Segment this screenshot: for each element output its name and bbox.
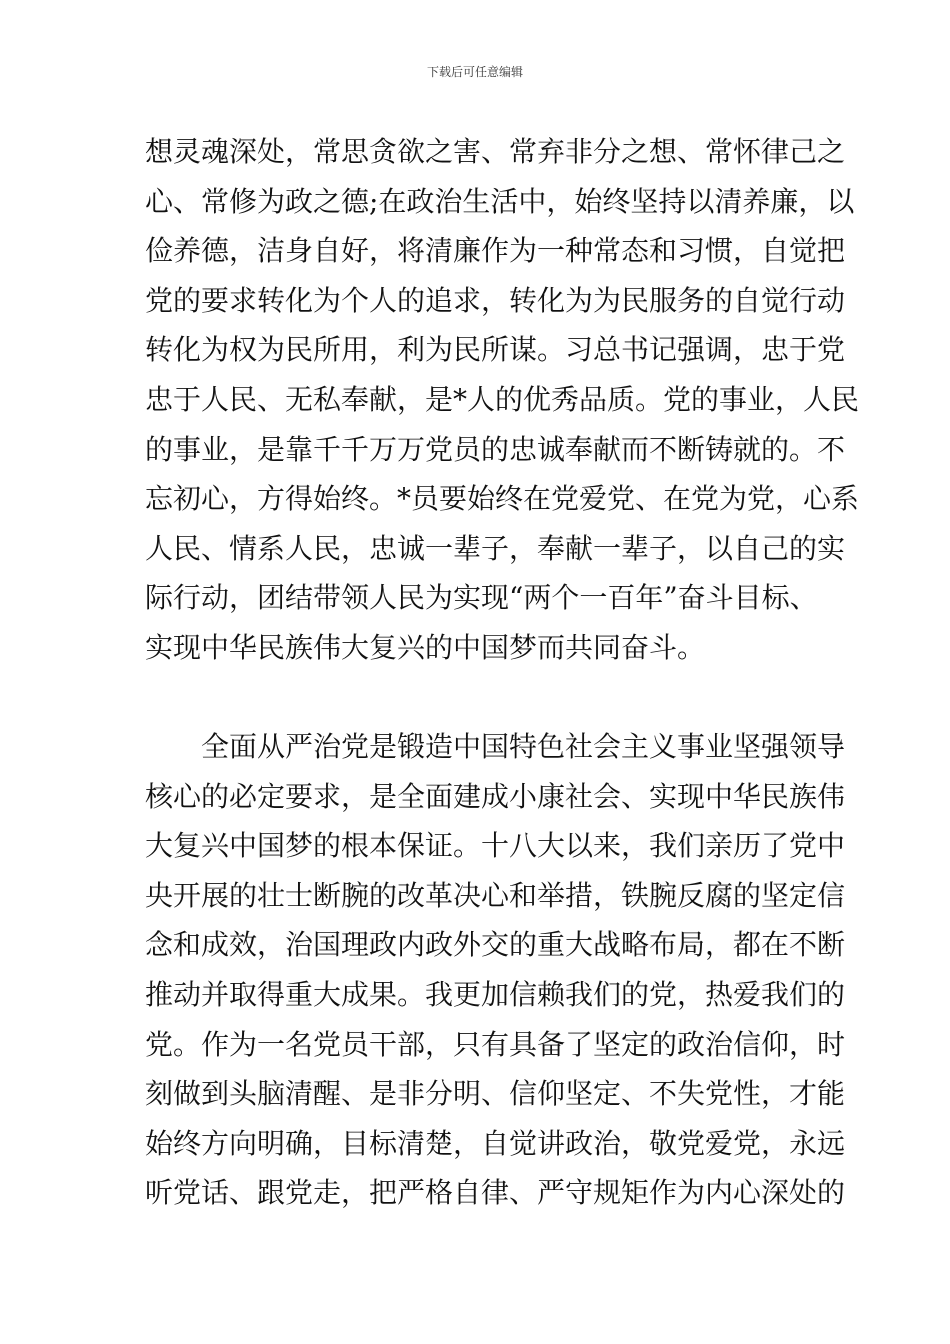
text-line: 实现中华民族伟大复兴的中国梦而共同奋斗。	[145, 630, 706, 664]
text-line-first-indented: 全面从严治党是锻造中国特色社会主义事业坚强领导	[201, 730, 846, 763]
page-header-note: 下载后可任意编辑	[426, 65, 523, 79]
text-line: 核心的必定要求，是全面建成小康社会、实现中华民族伟	[145, 779, 846, 813]
text-line: 想灵魂深处，常思贪欲之害、常弃非分之想、常怀律己之	[145, 135, 846, 168]
text-line: 俭养德，洁身自好，将清廉作为一种常态和习惯，自觉把	[145, 234, 846, 268]
text-line: 听党话、跟党走，把严格自律、严守规矩作为内心深处的	[145, 1176, 846, 1210]
text-line: 的事业，是靠千千万万党员的忠诚奉献而不断铸就的。不	[145, 432, 846, 466]
text-line: 始终方向明确，目标清楚，自觉讲政治，敬党爱党，永远	[145, 1126, 846, 1160]
text-line: 际行动，团结带领人民为实现“两个一百年”奋斗目标、	[145, 581, 818, 615]
text-line: 忠于人民、无私奉献，是*人的优秀品质。党的事业，人民	[145, 382, 860, 416]
text-line: 转化为权为民所用，利为民所谋。习总书记强调，忠于党	[145, 333, 846, 367]
text-line: 推动并取得重大成果。我更加信赖我们的党，热爱我们的	[145, 977, 846, 1011]
text-line: 刻做到头脑清醒、是非分明、信仰坚定、不失党性，才能	[145, 1077, 846, 1111]
text-line: 大复兴中国梦的根本保证。十八大以来，我们亲历了党中	[145, 829, 846, 863]
text-line: 党的要求转化为个人的追求，转化为为民服务的自觉行动	[145, 283, 846, 317]
text-line: 央开展的壮士断腕的改革决心和举措，铁腕反腐的坚定信	[145, 878, 846, 912]
body-paragraph-1	[145, 127, 860, 673]
text-line: 党。作为一名党员干部，只有具备了坚定的政治信仰，时	[145, 1027, 846, 1061]
text-line: 人民、情系人民，忠诚一辈子，奉献一辈子，以自己的实	[145, 531, 846, 565]
text-line: 忘初心，方得始终。*员要始终在党爱党、在党为党，心系	[145, 482, 860, 516]
text-line: 念和成效，治国理政内政外交的重大战略布局，都在不断	[145, 928, 846, 962]
text-line: 心、常修为政之德;在政治生活中，始终坚持以清养廉，以	[145, 184, 855, 218]
body-paragraph-2	[145, 722, 846, 1218]
